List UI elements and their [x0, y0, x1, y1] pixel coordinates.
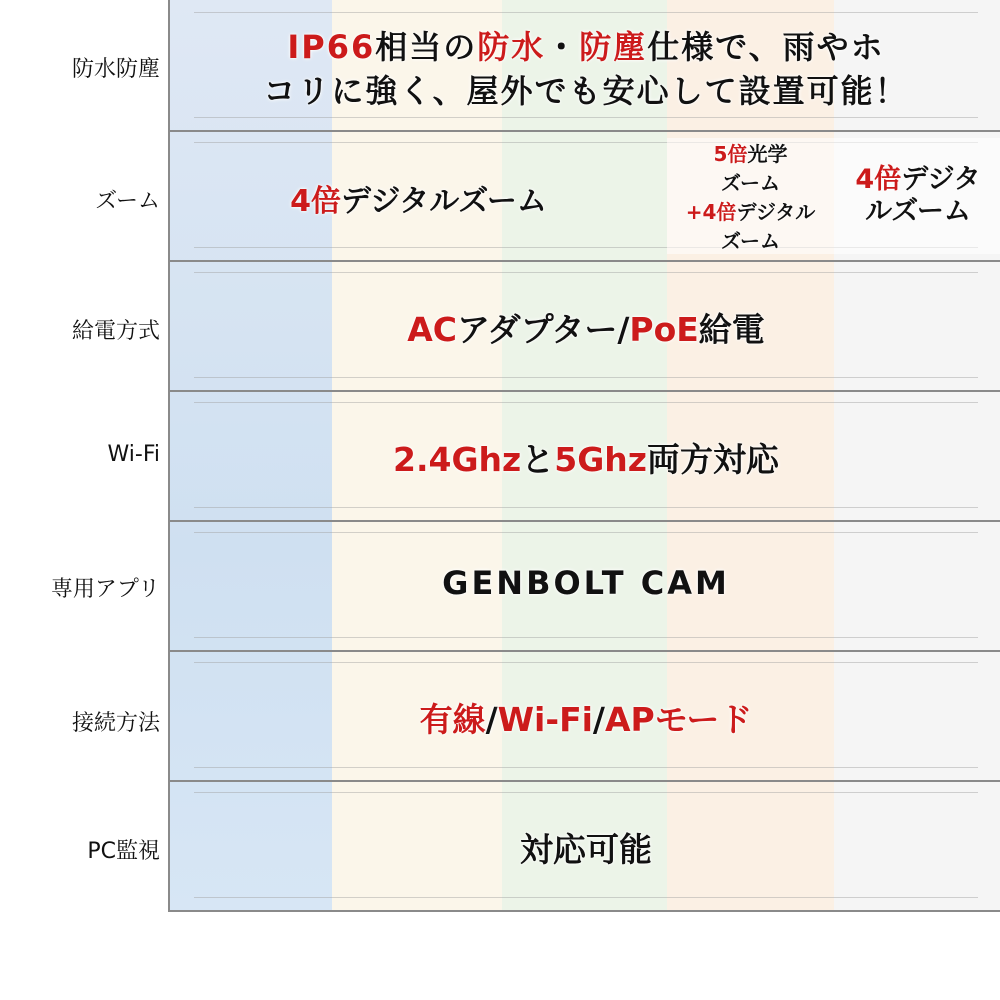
- connection-text: [170, 694, 1000, 741]
- text-segment: 給電: [698, 310, 765, 349]
- table-row-pc: [170, 780, 1000, 912]
- wifi-text: [170, 434, 1000, 481]
- text-segment: 2.4Ghz: [393, 440, 522, 479]
- zoom-right-text: 4倍デジタ ルズーム: [855, 164, 981, 227]
- pc-text: [170, 824, 1000, 871]
- text-segment: 光学: [747, 142, 788, 166]
- text-segment: デジタ: [901, 164, 981, 195]
- text-segment: デジタルズーム: [341, 184, 547, 219]
- zoom-mid-text: 5倍光学 ズーム +4倍デジタル ズーム: [685, 142, 816, 253]
- table-row-app: [170, 520, 1000, 652]
- text-segment: デジタル: [736, 200, 816, 224]
- zoom-main-text: [170, 176, 667, 220]
- text-segment: 4倍: [290, 184, 342, 219]
- text-segment: 4倍: [855, 164, 902, 195]
- text-segment: /: [485, 700, 498, 739]
- text-segment: 対応可能: [520, 830, 652, 869]
- table-row-zoom: [170, 130, 1000, 262]
- text-segment: Wi-Fi: [497, 700, 593, 739]
- waterproof-line-2: [170, 66, 1000, 112]
- row-label-pc: PC監視: [87, 839, 160, 864]
- text-segment: 防塵: [579, 28, 648, 66]
- row-label-app: 専用アプリ: [50, 577, 160, 602]
- text-segment: IP66: [287, 28, 376, 66]
- table-row-waterproof: [170, 0, 1000, 132]
- text-segment: AP: [604, 700, 655, 739]
- text-segment: 防水: [477, 28, 546, 66]
- text-segment: 5Ghz: [554, 440, 647, 479]
- row-label-connection: 接続方法: [71, 711, 160, 736]
- text-segment: 5倍: [713, 142, 748, 166]
- row-label-power: 給電方式: [71, 319, 160, 344]
- text-segment: 有線: [419, 700, 486, 739]
- text-segment: /: [592, 700, 605, 739]
- comparison-table: [168, 0, 1000, 912]
- app-text: [170, 564, 1000, 602]
- text-segment: AC: [407, 310, 457, 349]
- waterproof-line-1: [170, 22, 1000, 68]
- text-segment: 両方対応: [647, 440, 779, 479]
- text-segment: と: [521, 440, 555, 479]
- row-label-wifi: Wi-Fi: [107, 442, 160, 467]
- power-text: [170, 304, 1000, 351]
- text-segment: アダプター/: [456, 310, 630, 349]
- text-segment: PoE: [629, 310, 699, 349]
- text-segment: 仕様で、雨やホ: [647, 28, 885, 66]
- text-segment: モード: [654, 700, 753, 739]
- text-segment: ・: [545, 28, 580, 66]
- text-segment: 相当の: [375, 28, 478, 66]
- text-segment: GENBOLT CAM: [442, 564, 730, 602]
- table-row-connection: [170, 650, 1000, 782]
- text-segment: コリに強く、屋外でも安心して設置可能！: [263, 72, 909, 110]
- table-row-wifi: [170, 390, 1000, 522]
- row-label-zoom: ズーム: [95, 189, 160, 214]
- row-label-waterproof: 防水防塵: [71, 57, 160, 82]
- table-row-power: [170, 260, 1000, 392]
- text-segment: +4倍: [685, 200, 737, 224]
